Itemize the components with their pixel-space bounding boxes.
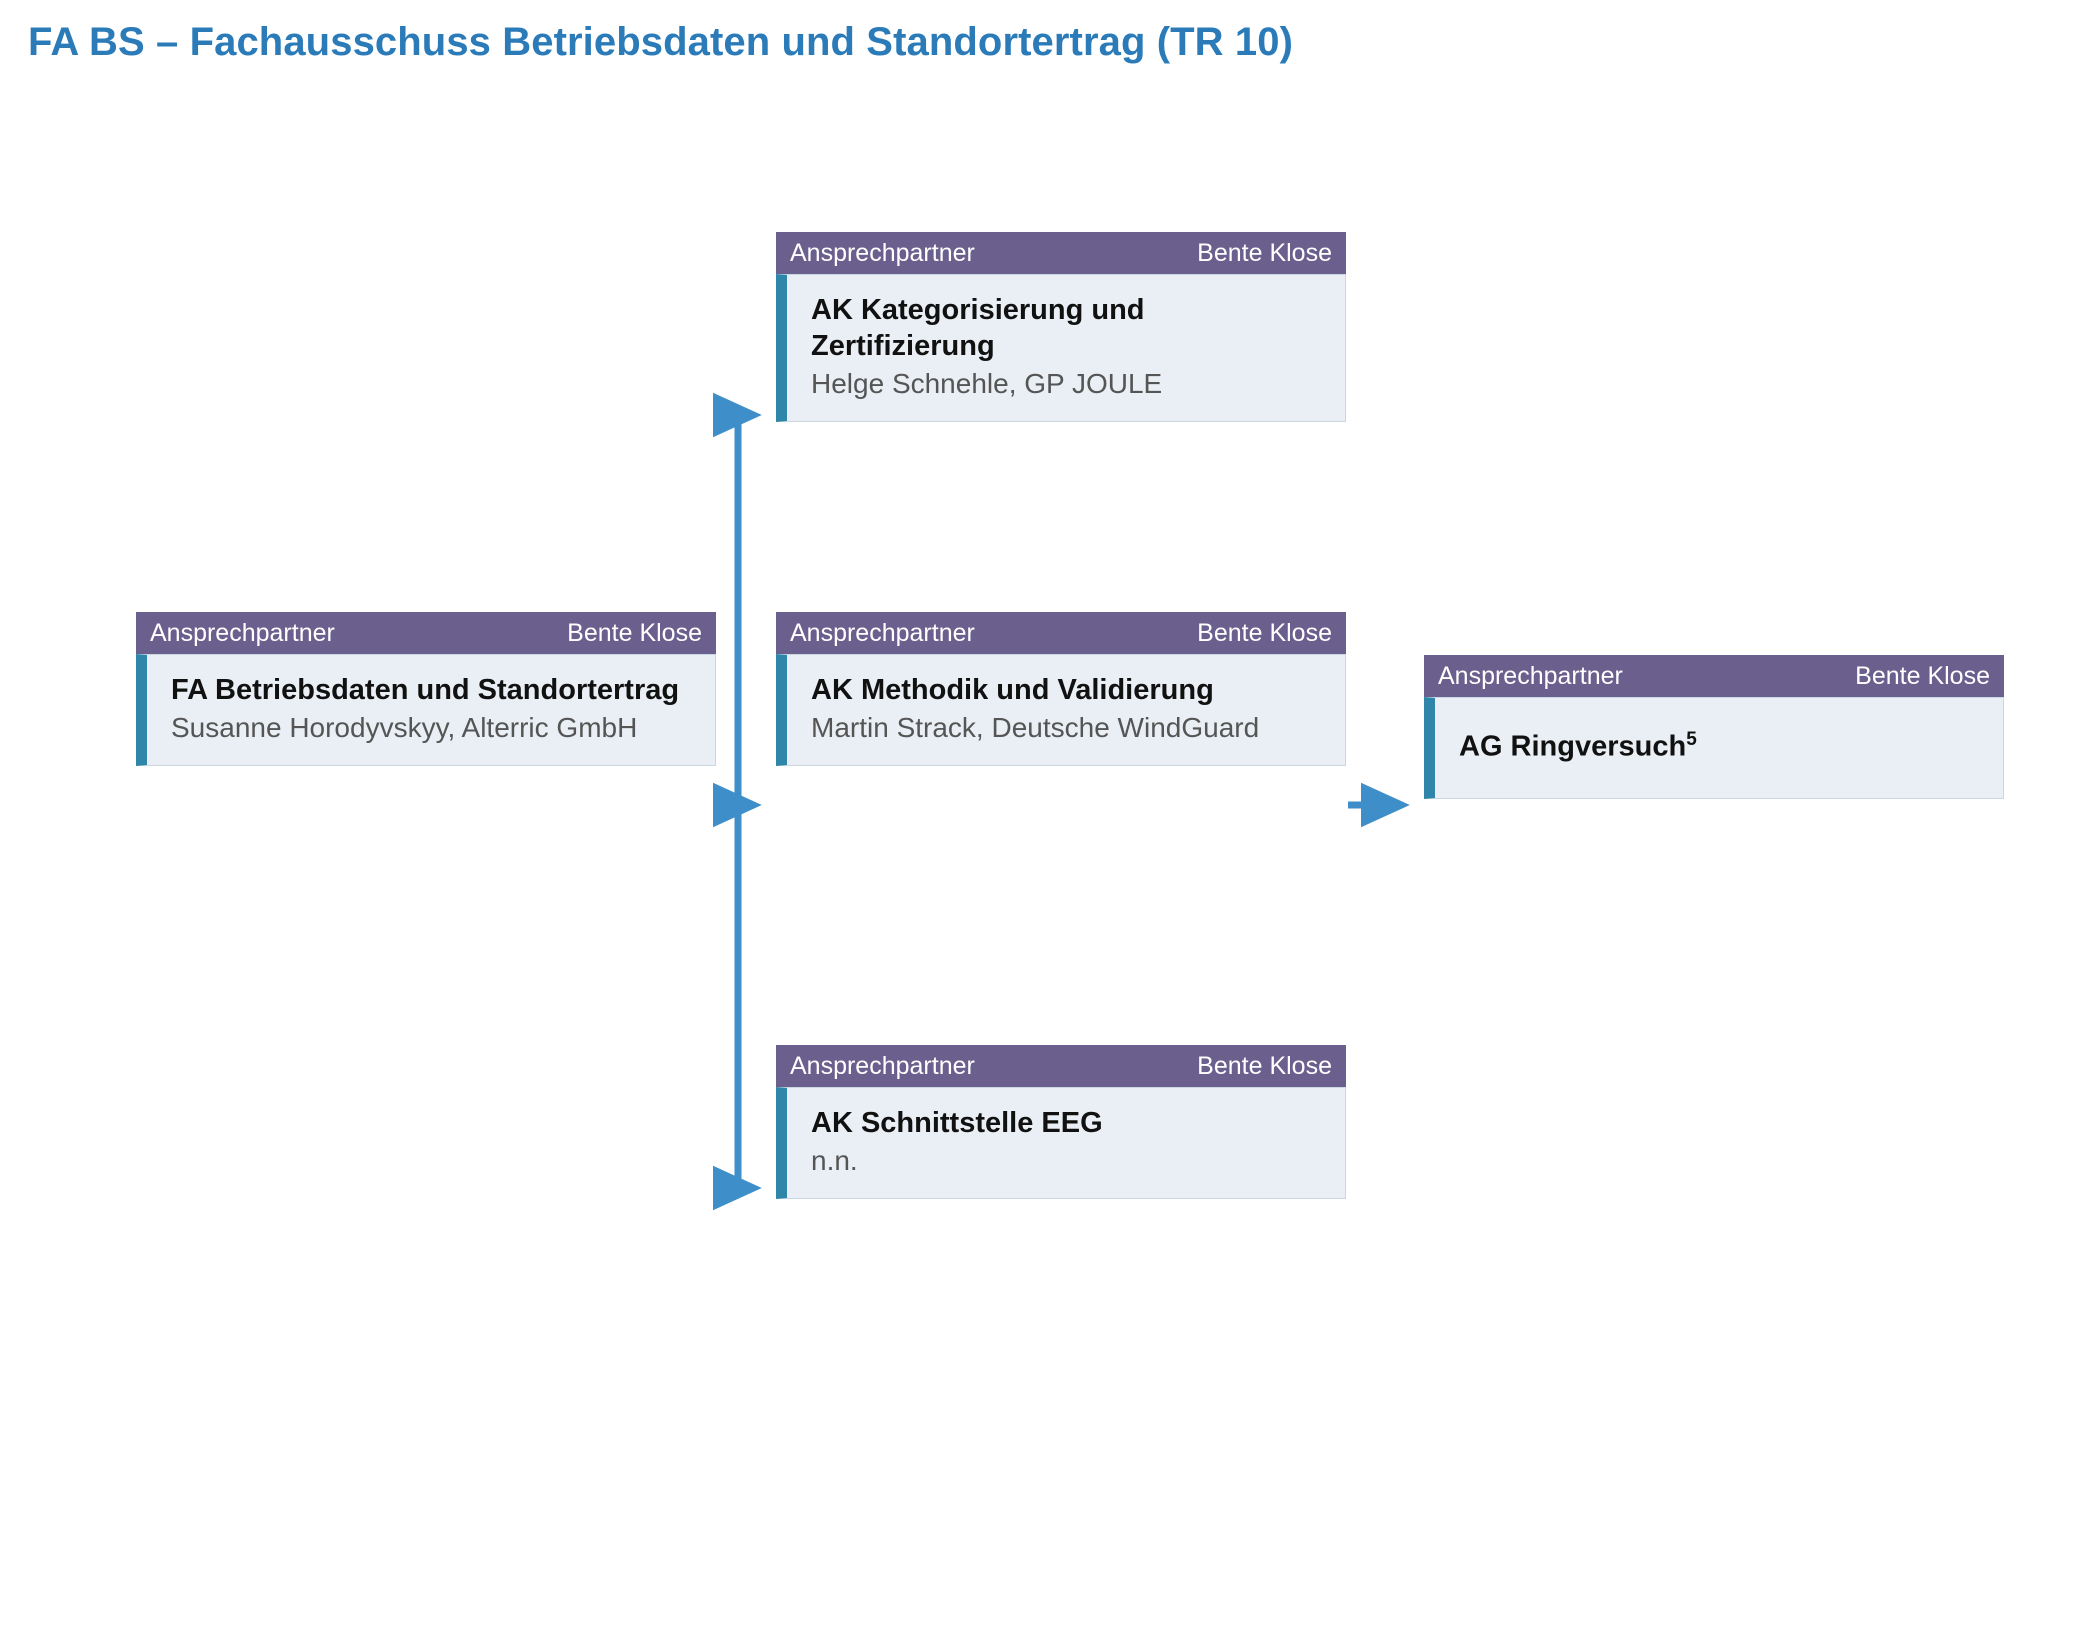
- contact-bar: [776, 1045, 1346, 1087]
- contact-label: Ansprechpartner: [790, 239, 975, 267]
- node-body: [776, 654, 1346, 766]
- node-subtitle: Martin Strack, Deutsche WindGuard: [811, 711, 1260, 743]
- contact-person: Bente Klose: [1855, 662, 1990, 690]
- contact-bar: [136, 612, 716, 654]
- node-title: [1459, 728, 1981, 766]
- contact-bar: [1424, 655, 2004, 697]
- node-ak-schnittstelle-eeg[interactable]: [776, 1045, 1346, 1199]
- contact-person: Bente Klose: [1197, 1052, 1332, 1080]
- contact-label: Ansprechpartner: [790, 619, 975, 647]
- node-title: FA Betriebsdaten und Standortertrag: [171, 674, 680, 706]
- node-ag-ringversuch[interactable]: [1424, 655, 2004, 799]
- node-ak-methodik[interactable]: [776, 612, 1346, 766]
- node-body: [136, 654, 716, 766]
- node-subtitle: Helge Schnehle, GP JOULE: [811, 367, 1163, 399]
- node-title-superscript: 5: [1686, 729, 1697, 750]
- contact-label: Ansprechpartner: [150, 619, 335, 647]
- page-title: FA BS – Fachausschuss Betriebsdaten und Standortertrag (TR 10): [28, 20, 1293, 64]
- node-body: [776, 274, 1346, 422]
- node-subtitle: n.n.: [811, 1144, 858, 1176]
- contact-label: Ansprechpartner: [790, 1052, 975, 1080]
- contact-person: Bente Klose: [1197, 619, 1332, 647]
- node-title: AK Kategorisierung und Zertifizierung: [811, 294, 1145, 362]
- node-title-text: AG Ringversuch: [1459, 730, 1687, 763]
- node-fa-betriebsdaten[interactable]: [136, 612, 716, 766]
- contact-person: Bente Klose: [1197, 239, 1332, 267]
- node-subtitle: Susanne Horodyvskyy, Alterric GmbH: [171, 711, 638, 743]
- contact-bar: [776, 612, 1346, 654]
- contact-person: Bente Klose: [567, 619, 702, 647]
- node-ak-kategorisierung[interactable]: [776, 232, 1346, 422]
- node-body: [1424, 697, 2004, 799]
- node-title: AK Schnittstelle EEG: [811, 1107, 1103, 1139]
- node-title: AK Methodik und Validierung: [811, 674, 1214, 706]
- contact-label: Ansprechpartner: [1438, 662, 1623, 690]
- contact-bar: [776, 232, 1346, 274]
- node-body: [776, 1087, 1346, 1199]
